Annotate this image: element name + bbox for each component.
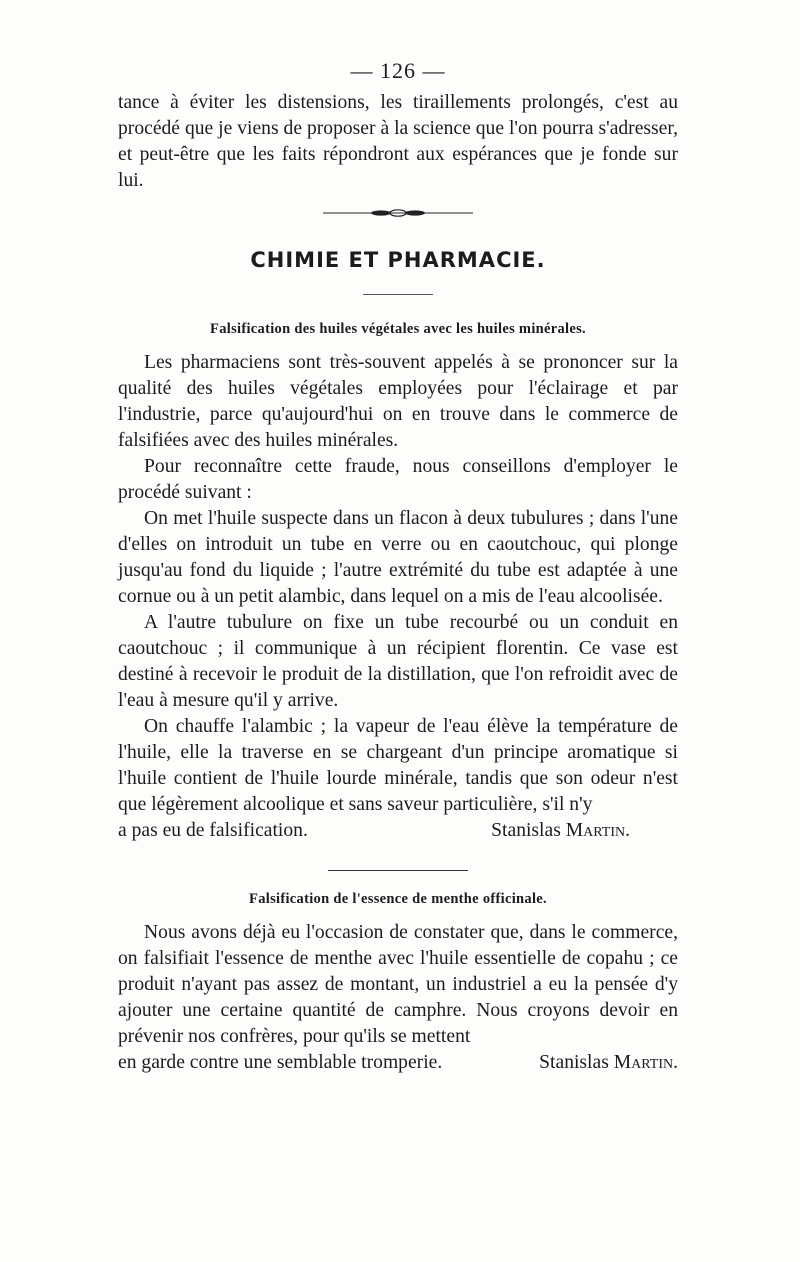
- ornament-divider: [323, 208, 473, 218]
- document-page: [118, 58, 678, 1076]
- article1-last-line: a pas eu de falsification.: [118, 820, 308, 841]
- article1-paragraph: Les pharmaciens sont très-souvent appelés à se prononcer sur la qualité des huiles végétales employées pour l'éclairage et par l'industrie, parce qu'aujourd'hui on en trouve dans le commerce de falsifiées avec des huiles minérales.: [118, 352, 678, 451]
- article2-last-line: en garde contre une semblable tromperie.: [118, 1052, 443, 1073]
- article1-paragraph: On chauffe l'alambic ; la vapeur de l'eau élève la température de l'huile, elle la traverse en se chargeant d'un principe aromatique si l'huile contient de l'huile lourde minérale, tandis que son odeur n'est que légèrement alcoolique et sans saveur particulière, s'il n'y: [118, 716, 678, 815]
- signature-first-name: Stanislas: [491, 820, 561, 841]
- article1-paragraph: On met l'huile suspecte dans un flacon à deux tubulures ; dans l'une d'elles on introduit un tube en verre ou en caoutchouc, qui plonge jusqu'au fond du liquide ; l'autre extrémité du tube est adaptée à une cornue ou à un petit alambic, dans lequel on a mis de l'eau alcoolisée.: [118, 508, 678, 607]
- signature-last-name: Martin.: [565, 820, 630, 841]
- signature-first-name: Stanislas: [539, 1052, 609, 1073]
- article1-paragraph: Pour reconnaître cette fraude, nous conseillons d'employer le procédé suivant :: [118, 456, 678, 503]
- article2-signature: [539, 1050, 678, 1076]
- article2-signature-line: [118, 1050, 678, 1076]
- section-rule: [363, 294, 433, 295]
- article-divider: [328, 870, 468, 871]
- intro-paragraph: tance à éviter les distensions, les tiraillements prolongés, c'est au procédé que je viens de proposer à la science que l'on pourra s'adresser, et peut-être que les faits répondront aux espérances que je fonde sur lui.: [118, 92, 678, 191]
- article1-signature: [491, 818, 678, 844]
- article1-heading: Falsification des huiles végétales avec les huiles minérales.: [210, 321, 586, 337]
- article2-paragraph: Nous avons déjà eu l'occasion de constater que, dans le commerce, on falsifiait l'essence de menthe avec l'huile essentielle de copahu ; ce produit n'ayant pas assez de montant, un industriel a eu la pensée d'y ajouter une certaine quantité de camphre. Nous croyons devoir en prévenir nos confrères, pour qu'ils se mettent: [118, 922, 678, 1047]
- section-title: CHIMIE ET PHARMACIE.: [250, 248, 546, 272]
- article1-signature-line: [118, 818, 678, 844]
- article2-heading: Falsification de l'essence de menthe officinale.: [249, 891, 547, 907]
- article1-paragraph: A l'autre tubulure on fixe un tube recourbé ou un conduit en caoutchouc ; il communique à un récipient florentin. Ce vase est destiné à recevoir le produit de la distillation, que l'on refroidit avec de l'eau à mesure qu'il y arrive.: [118, 612, 678, 711]
- page-number: — 126 —: [350, 58, 446, 83]
- signature-last-name: Martin.: [613, 1052, 678, 1073]
